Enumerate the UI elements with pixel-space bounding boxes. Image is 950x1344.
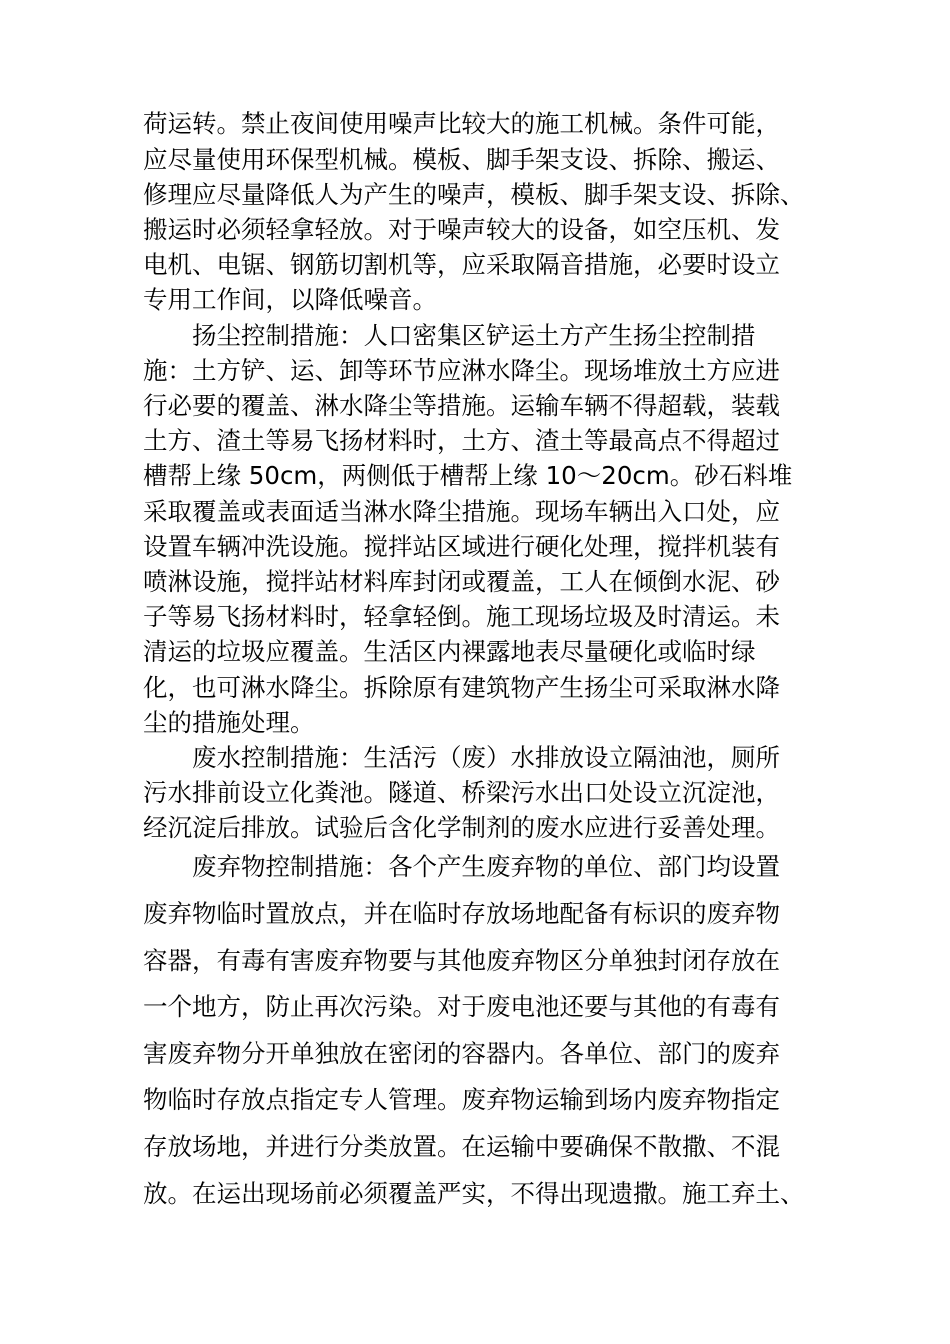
text-line: 化，也可淋水降尘。拆除原有建筑物产生扬尘可采取淋水降 [143, 673, 780, 702]
text-line: 搬运时必须轻拿轻放。对于噪声较大的设备，如空压机、发 [143, 215, 780, 244]
text-line: 行必要的覆盖、淋水降尘等措施。运输车辆不得超载，装载 [143, 391, 780, 420]
text-line: 应尽量使用环保型机械。模板、脚手架支设、拆除、搬运、 [143, 145, 780, 174]
text-line: 土方、渣土等易飞扬材料时，土方、渣土等最高点不得超过 [143, 426, 780, 455]
text-line: 存放场地，并进行分类放置。在运输中要确保不散撒、不混 [143, 1132, 780, 1161]
text-line: 容器，有毒有害废弃物要与其他废弃物区分单独封闭存放在 [143, 946, 780, 975]
text-line: 施：土方铲、运、卸等环节应淋水降尘。现场堆放土方应进 [143, 356, 780, 385]
paragraph-heading-wastewater-control: 废水控制措施：生活污（废）水排放设立隔油池，厕所 [192, 743, 780, 772]
text-line: 专用工作间，以降低噪音。 [143, 285, 437, 314]
text-line: 设置车辆冲洗设施。搅拌站区域进行硬化处理，搅拌机装有 [143, 532, 780, 561]
text-line: 清运的垃圾应覆盖。生活区内裸露地表尽量硬化或临时绿 [143, 637, 756, 666]
text-line: 废弃物临时置放点，并在临时存放场地配备有标识的废弃物 [143, 899, 780, 928]
text-line: 采取覆盖或表面适当淋水降尘措施。现场车辆出入口处，应 [143, 497, 780, 526]
text-line: 子等易飞扬材料时，轻拿轻倒。施工现场垃圾及时清运。未 [143, 602, 780, 631]
text-line: 经沉淀后排放。试验后含化学制剂的废水应进行妥善处理。 [143, 813, 780, 842]
text-line: 放。在运出现场前必须覆盖严实，不得出现遗撒。施工弃土、 [143, 1179, 805, 1208]
text-line: 电机、电锯、钢筋切割机等，应采取隔音措施，必要时设立 [143, 250, 780, 279]
text-line: 尘的措施处理。 [143, 708, 315, 737]
paragraph-heading-dust-control: 扬尘控制措施：人口密集区铲运土方产生扬尘控制措 [192, 321, 756, 350]
text-line: 荷运转。禁止夜间使用噪声比较大的施工机械。条件可能， [143, 109, 780, 138]
text-line: 喷淋设施，搅拌站材料库封闭或覆盖，工人在倾倒水泥、砂 [143, 567, 780, 596]
text-line: 修理应尽量降低人为产生的噪声，模板、脚手架支设、拆除、 [143, 180, 805, 209]
text-line: 害废弃物分开单独放在密闭的容器内。各单位、部门的废弃 [143, 1039, 780, 1068]
text-line: 物临时存放点指定专人管理。废弃物运输到场内废弃物指定 [143, 1085, 780, 1114]
text-line: 一个地方，防止再次污染。对于废电池还要与其他的有毒有 [143, 992, 780, 1021]
paragraph-heading-waste-control: 废弃物控制措施：各个产生废弃物的单位、部门均设置 [192, 852, 780, 881]
text-line: 槽帮上缘 50cm，两侧低于槽帮上缘 10～20cm。砂石料堆 [143, 461, 793, 490]
text-line: 污水排前设立化粪池。隧道、桥梁污水出口处设立沉淀池， [143, 778, 780, 807]
